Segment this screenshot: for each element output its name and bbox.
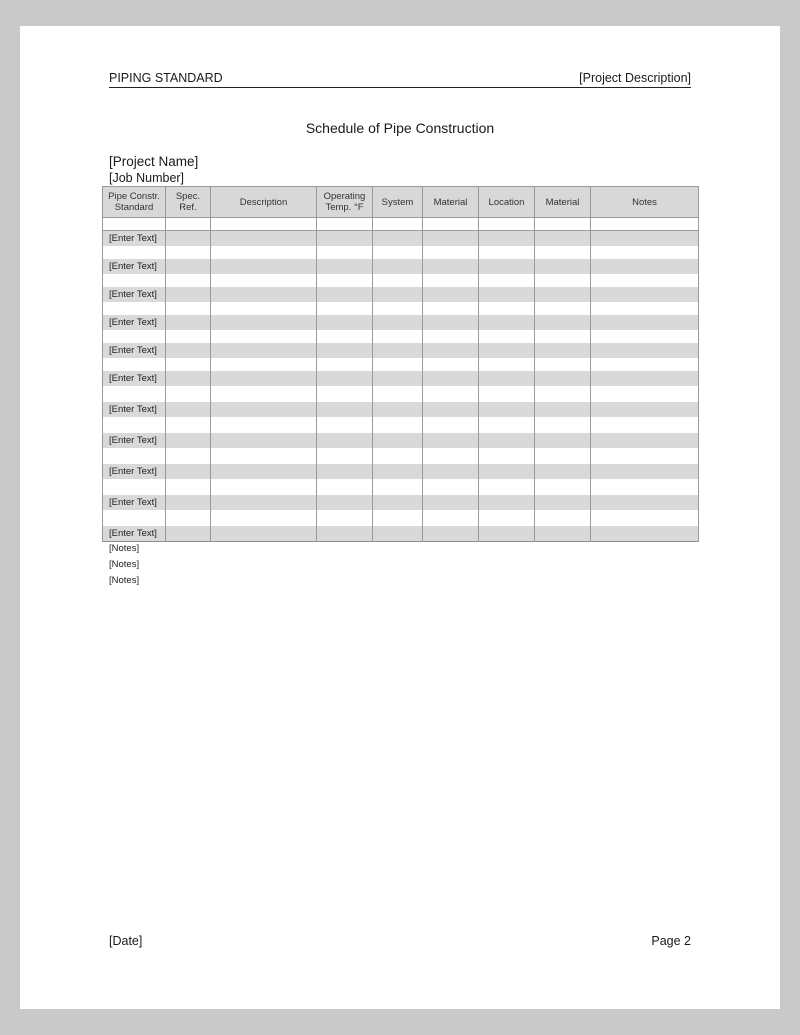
table-cell[interactable] — [591, 231, 699, 247]
table-cell[interactable] — [591, 495, 699, 510]
table-row — [103, 315, 699, 330]
table-cell[interactable] — [591, 464, 699, 479]
table-cell[interactable] — [211, 464, 317, 479]
table-cell[interactable] — [166, 218, 211, 231]
table-cell[interactable] — [317, 479, 373, 495]
table-cell[interactable] — [535, 358, 591, 371]
column-header: Material — [535, 187, 591, 218]
table-header-row — [103, 187, 699, 218]
column-header: Spec. Ref. — [166, 187, 211, 218]
column-header: Notes — [591, 187, 699, 218]
enter-text-cell[interactable]: [Enter Text] — [103, 343, 166, 358]
table-cell[interactable] — [591, 315, 699, 330]
table-row — [103, 330, 699, 343]
table-cell[interactable] — [373, 259, 423, 274]
table-row — [103, 358, 699, 371]
table-cell[interactable] — [591, 287, 699, 302]
table-row — [103, 495, 699, 510]
table-cell[interactable] — [591, 417, 699, 433]
table-row — [103, 371, 699, 386]
table-cell[interactable] — [317, 358, 373, 371]
table-spacer-row — [103, 218, 699, 231]
table-cell[interactable] — [535, 526, 591, 542]
column-header: System — [373, 187, 423, 218]
table-cell[interactable] — [211, 259, 317, 274]
table-cell[interactable] — [103, 448, 166, 464]
table-cell[interactable] — [591, 358, 699, 371]
footer-page-number: Page 2 — [651, 934, 691, 948]
table-cell[interactable] — [103, 386, 166, 402]
table-cell[interactable] — [317, 495, 373, 510]
table-cell[interactable] — [373, 218, 423, 231]
table-cell[interactable] — [479, 246, 535, 259]
table-cell[interactable] — [535, 302, 591, 315]
enter-text-cell[interactable]: [Enter Text] — [103, 526, 166, 542]
table-cell[interactable] — [166, 246, 211, 259]
table-cell[interactable] — [166, 315, 211, 330]
document-title: Schedule of Pipe Construction — [305, 120, 495, 136]
table-cell[interactable] — [479, 402, 535, 417]
document-page — [20, 26, 780, 1009]
table-cell[interactable] — [423, 231, 479, 247]
table-cell[interactable] — [211, 343, 317, 358]
header-title: PIPING STANDARD — [109, 71, 223, 85]
table-row — [103, 343, 699, 358]
table-cell[interactable] — [373, 417, 423, 433]
table-cell[interactable] — [317, 302, 373, 315]
table-cell[interactable] — [479, 287, 535, 302]
table-cell[interactable] — [423, 358, 479, 371]
table-cell[interactable] — [373, 274, 423, 287]
table-cell[interactable] — [166, 231, 211, 247]
table-cell[interactable] — [373, 246, 423, 259]
table-cell[interactable] — [317, 464, 373, 479]
table-cell[interactable] — [103, 510, 166, 526]
table-cell[interactable] — [591, 246, 699, 259]
table-cell[interactable] — [479, 302, 535, 315]
table-cell[interactable] — [423, 343, 479, 358]
table-cell[interactable] — [317, 371, 373, 386]
table-cell[interactable] — [166, 464, 211, 479]
table-cell[interactable] — [535, 218, 591, 231]
table-cell[interactable] — [591, 274, 699, 287]
table-row — [103, 417, 699, 433]
table-cell[interactable] — [423, 302, 479, 315]
table-cell[interactable] — [103, 358, 166, 371]
table-cell[interactable] — [211, 231, 317, 247]
table-cell[interactable] — [591, 302, 699, 315]
table-cell[interactable] — [591, 386, 699, 402]
pipe-schedule-table — [102, 186, 699, 542]
table-cell[interactable] — [211, 402, 317, 417]
table-cell[interactable] — [479, 259, 535, 274]
table-cell[interactable] — [211, 315, 317, 330]
table-cell[interactable] — [479, 371, 535, 386]
table-cell[interactable] — [166, 371, 211, 386]
table-cell[interactable] — [479, 510, 535, 526]
table-cell[interactable] — [591, 433, 699, 448]
table-cell[interactable] — [423, 464, 479, 479]
table-cell[interactable] — [211, 287, 317, 302]
table-cell[interactable] — [317, 386, 373, 402]
table-cell[interactable] — [479, 464, 535, 479]
enter-text-cell[interactable]: [Enter Text] — [103, 402, 166, 417]
table-cell[interactable] — [103, 302, 166, 315]
table-cell[interactable] — [211, 417, 317, 433]
job-number-field[interactable]: [Job Number] — [109, 171, 185, 185]
table-cell[interactable] — [166, 495, 211, 510]
table-cell[interactable] — [211, 302, 317, 315]
table-cell[interactable] — [317, 510, 373, 526]
table-cell[interactable] — [166, 433, 211, 448]
table-cell[interactable] — [479, 315, 535, 330]
table-cell[interactable] — [166, 510, 211, 526]
table-cell[interactable] — [166, 358, 211, 371]
table-cell[interactable] — [479, 417, 535, 433]
column-header: Location — [479, 187, 535, 218]
table-cell[interactable] — [166, 417, 211, 433]
table-cell[interactable] — [479, 386, 535, 402]
table-cell[interactable] — [423, 495, 479, 510]
table-cell[interactable] — [423, 526, 479, 542]
table-cell[interactable] — [535, 330, 591, 343]
table-cell[interactable] — [373, 343, 423, 358]
table-row — [103, 448, 699, 464]
table-cell[interactable] — [373, 358, 423, 371]
table-cell[interactable] — [317, 526, 373, 542]
table-cell[interactable] — [166, 402, 211, 417]
table-cell[interactable] — [535, 246, 591, 259]
table-cell[interactable] — [103, 274, 166, 287]
table-cell[interactable] — [423, 433, 479, 448]
table-cell[interactable] — [317, 274, 373, 287]
table-cell[interactable] — [535, 417, 591, 433]
table-row — [103, 464, 699, 479]
table-row — [103, 386, 699, 402]
table-cell[interactable] — [211, 246, 317, 259]
table-cell[interactable] — [591, 526, 699, 542]
table-cell[interactable] — [423, 246, 479, 259]
table-cell[interactable] — [535, 371, 591, 386]
table-cell[interactable] — [423, 402, 479, 417]
table-cell[interactable] — [211, 386, 317, 402]
table-cell[interactable] — [423, 218, 479, 231]
table-cell[interactable] — [317, 433, 373, 448]
table-cell[interactable] — [535, 315, 591, 330]
enter-text-cell[interactable]: [Enter Text] — [103, 433, 166, 448]
table-cell[interactable] — [166, 448, 211, 464]
table-cell[interactable] — [211, 330, 317, 343]
table-cell[interactable] — [211, 479, 317, 495]
table-row — [103, 246, 699, 259]
table-cell[interactable] — [423, 330, 479, 343]
table-cell[interactable] — [166, 302, 211, 315]
table-cell[interactable] — [211, 274, 317, 287]
table-cell[interactable] — [479, 526, 535, 542]
table-cell[interactable] — [373, 287, 423, 302]
table-cell[interactable] — [591, 330, 699, 343]
table-cell[interactable] — [535, 259, 591, 274]
table-cell[interactable] — [591, 402, 699, 417]
table-cell[interactable] — [591, 510, 699, 526]
table-cell[interactable] — [103, 330, 166, 343]
project-name-field[interactable]: [Project Name] — [109, 154, 199, 169]
table-cell[interactable] — [423, 448, 479, 464]
table-cell[interactable] — [479, 433, 535, 448]
column-header: Operating Temp. °F — [317, 187, 373, 218]
table-row — [103, 302, 699, 315]
table-cell[interactable] — [373, 526, 423, 542]
page-header — [109, 71, 691, 88]
table-cell[interactable] — [317, 448, 373, 464]
column-header: Pipe Constr. Standard — [103, 187, 166, 218]
enter-text-cell[interactable]: [Enter Text] — [103, 464, 166, 479]
table-cell[interactable] — [373, 448, 423, 464]
table-cell[interactable] — [535, 287, 591, 302]
table-cell[interactable] — [479, 479, 535, 495]
table-cell[interactable] — [317, 259, 373, 274]
table-cell[interactable] — [535, 479, 591, 495]
table-cell[interactable] — [535, 510, 591, 526]
table-cell[interactable] — [373, 386, 423, 402]
table-cell[interactable] — [423, 274, 479, 287]
table-cell[interactable] — [423, 259, 479, 274]
table-cell[interactable] — [591, 371, 699, 386]
table-cell[interactable] — [373, 330, 423, 343]
enter-text-cell[interactable]: [Enter Text] — [103, 287, 166, 302]
table-cell[interactable] — [479, 218, 535, 231]
table-row — [103, 526, 699, 542]
table-cell[interactable] — [535, 448, 591, 464]
table-cell[interactable] — [317, 218, 373, 231]
table-row — [103, 402, 699, 417]
table-cell[interactable] — [211, 510, 317, 526]
table-row — [103, 287, 699, 302]
table-cell[interactable] — [423, 371, 479, 386]
table-cell[interactable] — [535, 274, 591, 287]
table-cell[interactable] — [166, 274, 211, 287]
table-cell[interactable] — [373, 231, 423, 247]
table-cell[interactable] — [479, 448, 535, 464]
table-cell[interactable] — [317, 417, 373, 433]
table-cell[interactable] — [535, 386, 591, 402]
enter-text-cell[interactable]: [Enter Text] — [103, 231, 166, 247]
note-line[interactable]: [Notes] — [109, 543, 140, 554]
table-cell[interactable] — [166, 526, 211, 542]
table-cell[interactable] — [479, 343, 535, 358]
table-cell[interactable] — [373, 510, 423, 526]
table-cell[interactable] — [423, 287, 479, 302]
table-cell[interactable] — [479, 495, 535, 510]
table-cell[interactable] — [166, 343, 211, 358]
table-cell[interactable] — [317, 231, 373, 247]
table-cell[interactable] — [535, 464, 591, 479]
table-cell[interactable] — [373, 479, 423, 495]
table-cell[interactable] — [103, 417, 166, 433]
table-cell[interactable] — [166, 287, 211, 302]
table-cell[interactable] — [166, 330, 211, 343]
table-cell[interactable] — [591, 479, 699, 495]
table-cell[interactable] — [373, 302, 423, 315]
table-cell[interactable] — [103, 479, 166, 495]
table-cell[interactable] — [166, 386, 211, 402]
table-cell[interactable] — [317, 315, 373, 330]
table-cell[interactable] — [423, 479, 479, 495]
table-cell[interactable] — [166, 479, 211, 495]
table-cell[interactable] — [479, 330, 535, 343]
table-cell[interactable] — [423, 386, 479, 402]
footer-date[interactable]: [Date] — [109, 934, 143, 948]
enter-text-cell[interactable]: [Enter Text] — [103, 315, 166, 330]
table-cell[interactable] — [591, 448, 699, 464]
table-cell[interactable] — [317, 287, 373, 302]
table-cell[interactable] — [535, 433, 591, 448]
table-cell[interactable] — [211, 526, 317, 542]
table-cell[interactable] — [211, 218, 317, 231]
enter-text-cell[interactable]: [Enter Text] — [103, 259, 166, 274]
table-row — [103, 231, 699, 247]
table-cell[interactable] — [535, 231, 591, 247]
table-cell[interactable] — [423, 417, 479, 433]
table-row — [103, 274, 699, 287]
table-cell[interactable] — [479, 358, 535, 371]
note-line[interactable]: [Notes] — [109, 575, 140, 586]
table-row — [103, 259, 699, 274]
table-cell[interactable] — [479, 231, 535, 247]
table-row — [103, 479, 699, 495]
table-cell[interactable] — [479, 274, 535, 287]
table-cell[interactable] — [591, 218, 699, 231]
table-cell[interactable] — [591, 343, 699, 358]
enter-text-cell[interactable]: [Enter Text] — [103, 371, 166, 386]
enter-text-cell[interactable]: [Enter Text] — [103, 495, 166, 510]
table-row — [103, 433, 699, 448]
table-cell[interactable] — [211, 433, 317, 448]
table-cell[interactable] — [373, 433, 423, 448]
table-row — [103, 510, 699, 526]
table-cell[interactable] — [373, 315, 423, 330]
table-cell[interactable] — [535, 495, 591, 510]
table-cell[interactable] — [211, 371, 317, 386]
table-cell[interactable] — [103, 246, 166, 259]
table-cell[interactable] — [535, 402, 591, 417]
note-line[interactable]: [Notes] — [109, 559, 140, 570]
table-cell[interactable] — [166, 259, 211, 274]
table-cell[interactable] — [373, 402, 423, 417]
table-cell[interactable] — [317, 330, 373, 343]
table-cell[interactable] — [211, 448, 317, 464]
table-cell[interactable] — [373, 495, 423, 510]
table-cell[interactable] — [423, 510, 479, 526]
table-cell[interactable] — [317, 246, 373, 259]
table-cell[interactable] — [423, 315, 479, 330]
table-cell[interactable] — [103, 218, 166, 231]
table-cell[interactable] — [535, 343, 591, 358]
table-cell[interactable] — [373, 371, 423, 386]
table-cell[interactable] — [373, 464, 423, 479]
column-header: Material — [423, 187, 479, 218]
table-cell[interactable] — [211, 495, 317, 510]
table-cell[interactable] — [317, 402, 373, 417]
table-cell[interactable] — [211, 358, 317, 371]
table-cell[interactable] — [591, 259, 699, 274]
column-header: Description — [211, 187, 317, 218]
table-cell[interactable] — [317, 343, 373, 358]
header-project-description[interactable]: [Project Description] — [579, 71, 691, 85]
